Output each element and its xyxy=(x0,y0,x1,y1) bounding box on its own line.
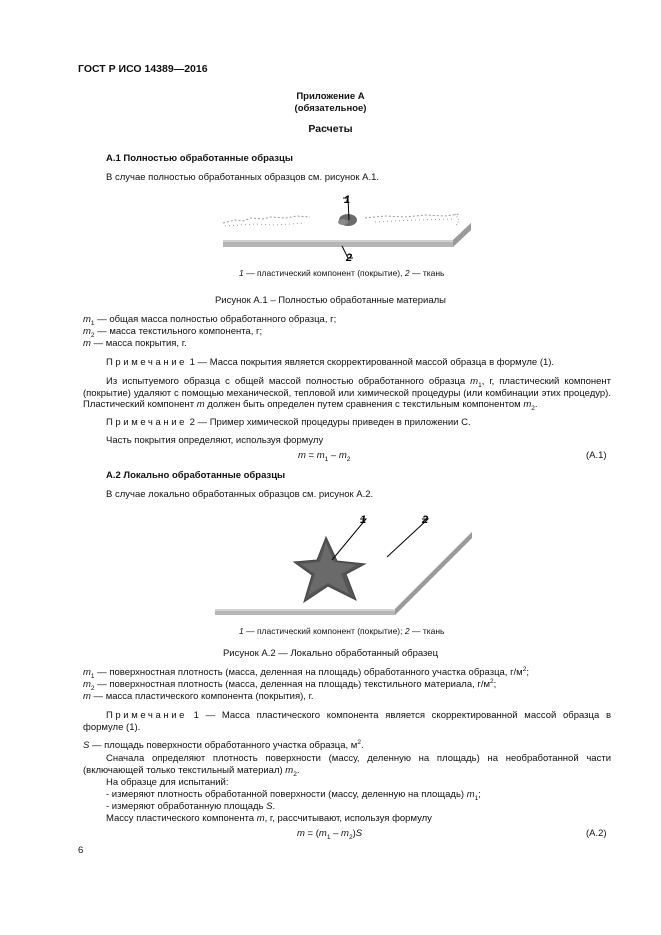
appendix-title: Приложение А xyxy=(296,91,365,102)
a1-def-m: m — масса покрытия, г. xyxy=(83,338,187,349)
appendix-status: (обязательное) xyxy=(294,103,367,114)
section-a1-intro: В случае полностью обработанных образцов см. рисунок А.1. xyxy=(106,172,380,183)
a2-mass-line: Массу пластического компонента m, г, рассчитывают, используя формулу xyxy=(106,813,432,824)
a2-def-m1: $m_1$ — поверхностная плотность (масса, деленная на площадь) обработанного участка образца, $г/м^2$; xyxy=(83,665,529,680)
figure-a1-caption: Рисунок А.1 – Полностью обработанные материалы xyxy=(214,295,447,306)
a2-def-m2: $m_2$ — поверхностная плотность (масса, деленная на площадь) текстильного материала, $г/м^2$; xyxy=(83,677,497,692)
figure-a2-legend: 1 — пластический компонент (покрытие); 2 — ткань xyxy=(239,626,445,636)
a2-bullet-2: - измеряют обработанную площадь S. xyxy=(106,801,276,812)
formula-a1: $m = m_1 - m_2$ xyxy=(298,450,351,463)
section-a1-heading: А.1 Полностью обработанные образцы xyxy=(106,153,293,164)
callout-lines xyxy=(342,198,353,258)
appendix-heading: Расчеты xyxy=(308,123,353,135)
formula-a2: $m = (m_1 - m_2)S$ xyxy=(297,828,363,841)
a1-def-m1: $m_1$ — общая масса полностью обработанного образца, г; xyxy=(83,314,337,327)
figure-a2-caption: Рисунок А.2 — Локально обработанный образец xyxy=(222,648,439,659)
a1-def-m2: $m_2$ — масса текстильного компонента, г; xyxy=(83,326,263,339)
a2-on-sample: На образце для испытаний: xyxy=(106,777,229,788)
figure-a1-legend: 1 — пластический компонент (покрытие), 2 — ткань xyxy=(239,268,445,278)
coating-star xyxy=(294,537,365,602)
a2-note-1: Примечание 1 — Масса пластического компонента является скорректированной массой образца в формуле (1). xyxy=(83,710,611,733)
a2-bullet-1: - измеряют плотность обработанной поверхности (массу, деленную на площадь) $m_1$; xyxy=(106,789,481,802)
page-number: 6 xyxy=(78,845,84,856)
a2-def-s: S — площадь поверхности обработанного участка образца, $м^2$. xyxy=(83,738,364,751)
a2-paragraph: Сначала определяют плотность поверхности (массу, деленную на площадь) на необработанной части (включающей только текстильный материал) $m_2$. xyxy=(83,753,611,778)
figure-a1-callout-2: 2 xyxy=(346,252,353,262)
formula-a1-number: (А.1) xyxy=(586,450,607,461)
figure-a1 xyxy=(215,190,475,262)
a1-paragraph: Из испытуемого образца с общей массой полностью обработанного образца $m_1$, г, пластический компонент (покрытие) удаляют с помощью механической, тепловой или химической процедуры (или комбинации этих процедур). Пластический компонент m должен быть определен путем сравнения с текстильным компонентом $m_2$. xyxy=(83,376,611,412)
figure-a2-callout-2: 2 xyxy=(422,514,429,526)
section-a2-intro: В случае локально обработанных образцов см. рисунок А.2. xyxy=(106,489,374,500)
formula-a2-number: (А.2) xyxy=(586,828,607,839)
a2-def-m: m — масса пластического компонента (покрытия), г. xyxy=(83,691,314,702)
a1-note-1: Примечание 1 — Масса покрытия является скорректированной массой образца в формуле (1). xyxy=(106,357,555,368)
callout-lines xyxy=(332,519,428,560)
coating-blob xyxy=(338,214,357,226)
figure-a1-callout-1: 1 xyxy=(344,194,351,206)
fabric-layer xyxy=(223,223,471,247)
figure-a2-callout-1: 1 xyxy=(360,514,367,526)
document-header: ГОСТ Р ИСО 14389—2016 xyxy=(78,63,208,75)
a1-formula-intro: Часть покрытия определяют, используя формулу xyxy=(106,435,324,446)
figure-a2 xyxy=(210,505,480,625)
a1-note-2: Примечание 2 — Пример химической процедуры приведен в приложении С. xyxy=(106,417,471,428)
section-a2-heading: А.2 Локально обработанные образцы xyxy=(106,470,286,481)
